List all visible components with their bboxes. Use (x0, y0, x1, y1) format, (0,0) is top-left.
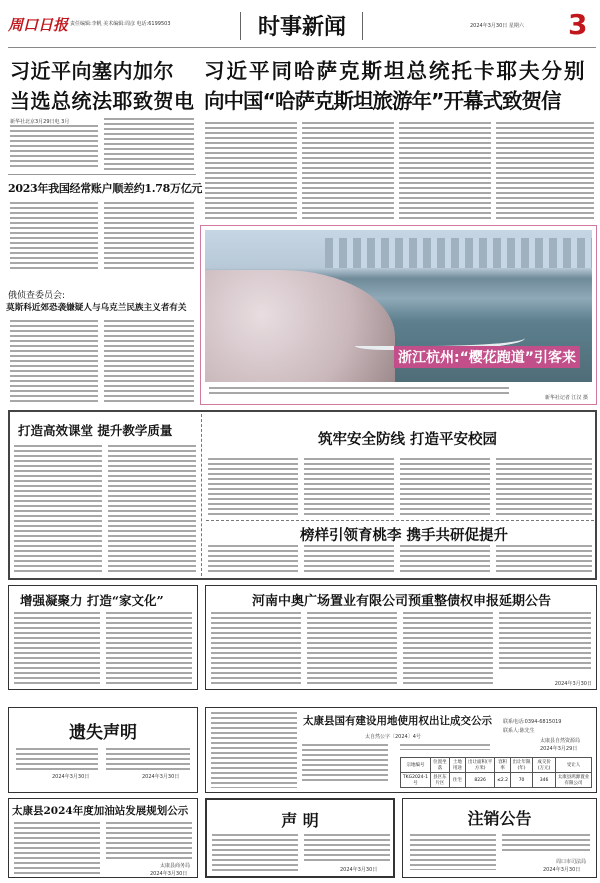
table-header: 位置坐落 (430, 758, 449, 773)
body-text (496, 122, 594, 222)
notice-number: 太自然公字〔2024〕4号 (365, 734, 421, 740)
headline-cancel: 注销公告 (467, 809, 532, 828)
body-text (205, 122, 297, 222)
table-header: 受让人 (555, 758, 591, 773)
table-cell: 住宅 (449, 773, 465, 788)
body-text (212, 834, 298, 874)
table-cell: 8226 (465, 773, 494, 788)
body-text (211, 712, 297, 788)
table-row (401, 773, 592, 788)
issuer: 太康县商务局 (160, 863, 191, 869)
headline-senegal (10, 56, 195, 116)
body-text (302, 744, 388, 784)
divider (362, 12, 363, 40)
body-text (403, 612, 493, 684)
headline-account: 2023年我国经常账户顺差约1.78万亿元 (8, 182, 203, 195)
headline-family: 增强凝聚力 打造“家文化” (20, 593, 164, 608)
headline-line: 向中国“哈萨克斯坦旅游年”开幕式致贺信 (204, 89, 561, 113)
headline-line: 习近平同哈萨克斯坦总统托卡耶夫分别 (204, 59, 587, 83)
cherry-trees (205, 270, 395, 382)
body-text (14, 612, 100, 686)
body-text (106, 748, 190, 770)
body-text (499, 612, 591, 672)
editors-line: 责任编辑:李帆 美术编辑:周彦 电话:6199503 (70, 21, 171, 27)
headline-mentor: 榜样引领育桃李 携手共研促提升 (300, 527, 509, 544)
headline-lost: 遗失声明 (69, 723, 137, 743)
headline-zhongao: 河南中奥广场置业有限公司预重整债权申报延期公告 (252, 594, 552, 609)
table-header: 出让年限(年) (510, 758, 532, 773)
body-text (400, 545, 490, 575)
body-text (10, 202, 98, 272)
body-text (307, 612, 397, 684)
issuer: 周口市司法局 (556, 859, 587, 865)
page-number: 3 (568, 8, 588, 41)
table-header: 土地用途 (449, 758, 465, 773)
body-text (14, 445, 102, 573)
body-text (208, 458, 298, 516)
table-cell: 70 (510, 773, 532, 788)
photo-caption (209, 387, 509, 395)
body-text (208, 545, 298, 575)
kicker-moscow: 俄侦查委员会: (8, 291, 66, 301)
divider (240, 12, 241, 40)
body-text (10, 320, 98, 402)
headline-statement: 声 明 (281, 811, 319, 830)
notice-date: 2024年3月30日 (52, 774, 90, 780)
notice-date: 2024年3月30日 (142, 774, 180, 780)
body-text (14, 822, 100, 874)
headline-kazakhstan (204, 56, 587, 116)
divider (201, 414, 202, 576)
contact-person: 联系人:陈先生 (503, 728, 535, 734)
headline-classroom: 打造高效课堂 提升教学质量 (18, 423, 173, 438)
table-header: 出让面积(平方米) (465, 758, 494, 773)
body-text (104, 118, 194, 170)
city-skyline (325, 238, 592, 268)
table-cell: ≤2.2 (495, 773, 511, 788)
contact-phone: 联系电话:0394-6815019 (503, 719, 562, 725)
issue-date: 2024年3月30日 星期六 (470, 23, 524, 29)
body-text (410, 834, 496, 870)
notice-date: 2024年3月29日 (540, 746, 578, 752)
headline-moscow: 莫斯科近郊恐袭嫌疑人与乌克兰民族主义者有关 (6, 303, 187, 313)
body-text (104, 320, 194, 402)
headline-land: 太康县国有建设用地使用权出让成交公示 (303, 715, 492, 727)
notice-date: 2024年3月30日 (340, 867, 378, 873)
headline-safety: 筑牢安全防线 打造平安校园 (318, 431, 498, 448)
table-cell: 太康县鸿源置业有限公司 (555, 773, 591, 788)
table-header-row (401, 758, 592, 773)
headline-gas-station: 太康县2024年度加油站发展规划公示 (12, 805, 189, 817)
table-cell: 346 (533, 773, 556, 788)
body-text (10, 125, 98, 170)
newspaper-logo: 周口日报 (8, 16, 69, 34)
body-text (106, 822, 192, 862)
notice-date: 2024年3月30日 (150, 871, 188, 877)
body-text (302, 122, 394, 222)
table-cell: TKG2024-1号 (401, 773, 431, 788)
land-table (400, 757, 592, 788)
notice-date: 2024年3月30日 (543, 867, 581, 873)
body-text (106, 612, 192, 686)
body-text (400, 458, 490, 516)
body-text (502, 834, 590, 854)
body-text (496, 545, 592, 575)
photo-frame (200, 225, 597, 405)
body-text (496, 458, 592, 516)
body-text (104, 202, 194, 272)
notice-date: 2024年3月30日 (554, 681, 592, 687)
headline-line: 当选总统法耶致贺电 (10, 89, 195, 113)
body-text (399, 122, 491, 222)
body-text (400, 744, 490, 750)
table-header: 容积率 (495, 758, 511, 773)
section-title: 时事新闻 (258, 14, 347, 40)
photo-cherry-blossom-river[interactable] (205, 230, 592, 382)
table-header: 宗地编号 (401, 758, 431, 773)
divider (8, 174, 196, 175)
body-text (211, 612, 301, 684)
body-text (304, 545, 394, 575)
headline-line: 习近平向塞内加尔 (10, 59, 174, 83)
lead-text: 新华社北京3月29日电 3月 (10, 119, 70, 125)
body-text (16, 748, 98, 770)
body-text (108, 445, 196, 573)
table-cell: 县区东片区 (430, 773, 449, 788)
table-header: 成交价(万元) (533, 758, 556, 773)
header-rule (8, 47, 596, 48)
photo-overlay-title: 浙江杭州:“樱花跑道”引客来 (394, 346, 580, 368)
divider (206, 520, 594, 521)
body-text (304, 458, 394, 516)
photo-credit: 新华社记者 江汉 摄 (544, 395, 588, 401)
body-text (304, 834, 390, 862)
issuer: 太康县自然资源局 (540, 738, 581, 744)
